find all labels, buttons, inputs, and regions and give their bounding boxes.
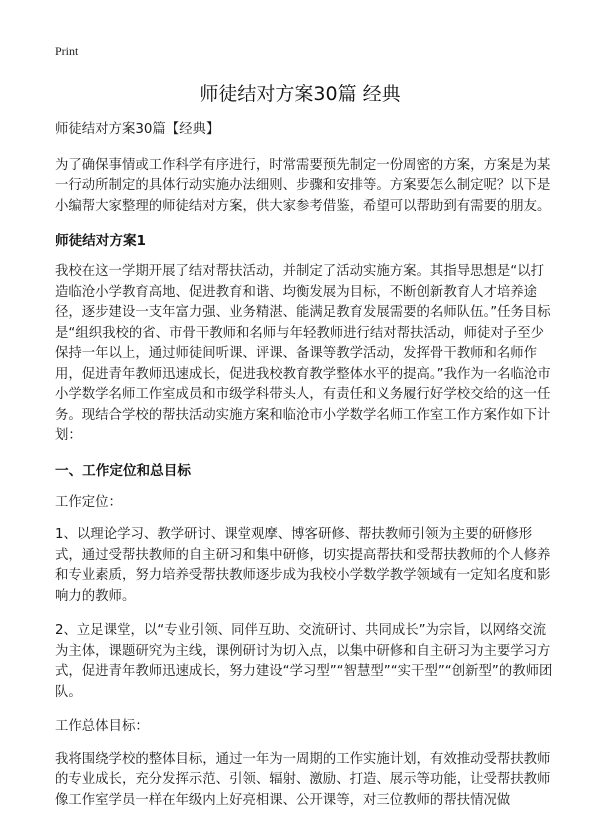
plan-body-paragraph: 我校在这一学期开展了结对帮扶活动，并制定了活动实施方案。其指导思想是“以打造临沧小学教育高地、促进教育和谐、均衡发展为目标，不断创新教育人才培养途径，逐步建设一支年富力强、业务精湛、能满足教育发展需要的名师队伍。”任务目标是“组织我校的省、市骨干教师和名师与年轻教师进行结对帮扶活动，师徒对子至少保持一年以上，通过师徒间听课、评课、备课等教学活动，发挥骨干教师和名师作用，促进青年教师迅速成长，促进我校教育教学整体水平的提高。”我作为一名临沧市小学数学名师工作室成员和市级学科带头人，有责任和义务履行好学校交给的这一任务。现结合学校的帮扶活动实施方案和临沧市小学数学名师工作室工作方案作如下计划： <box>55 264 551 443</box>
intro-paragraph: 为了确保事情或工作科学有序进行，时常需要预先制定一份周密的方案，方案是为某一行动所制定的具体行动实施办法细则、步骤和安排等。方案要怎么制定呢？以下是小编帮大家整理的师徒结对方案，供大家参考借鉴，希望可以帮助到有需要的朋友。 <box>55 157 551 214</box>
document-body <box>55 120 555 811</box>
positioning-item-2: 2、立足课堂，以“专业引领、同伴互助、交流研讨、共同成长”为宗旨，以网络交流为主体，课题研究为主线，课例研讨为切入点，以集中研修和自主研习为主要学习方式，促进青年教师迅速成长，努力建设“学习型”“智慧型”“实干型”“创新型”的教师团队。 <box>55 623 553 700</box>
overall-goal-paragraph: 我将围绕学校的整体目标，通过一年为一周期的工作实施计划，有效推动受帮扶教师的专业成长，充分发挥示范、引领、辐射、激励、打造、展示等功能，让受帮扶教师像工作室学员一样在年级内上好亮相课、公开课等，对三位教师的帮扶情况做 <box>55 751 551 808</box>
plan-heading: 师徒结对方案1 <box>55 233 147 249</box>
document-subtitle: 师徒结对方案30篇【经典】 <box>55 122 220 137</box>
positioning-label: 工作定位： <box>55 494 122 510</box>
print-label: Print <box>55 44 79 58</box>
document-title: 师徒结对方案30篇 经典 <box>199 83 401 105</box>
overall-goal-label: 工作总体目标： <box>55 719 149 734</box>
positioning-item-1: 1、以理论学习、教学研讨、课堂观摩、博客研修、帮扶教师引领为主要的研修形式，通过受帮扶教师的自主研习和集中研修，切实提高帮扶和受帮扶教师的个人修养和专业素质，努力培养受帮扶教师逐步成为我校小学数学教学领域有一定知名度和影响力的教师。 <box>55 527 551 604</box>
section-heading: 一、工作定位和总目标 <box>55 462 191 479</box>
